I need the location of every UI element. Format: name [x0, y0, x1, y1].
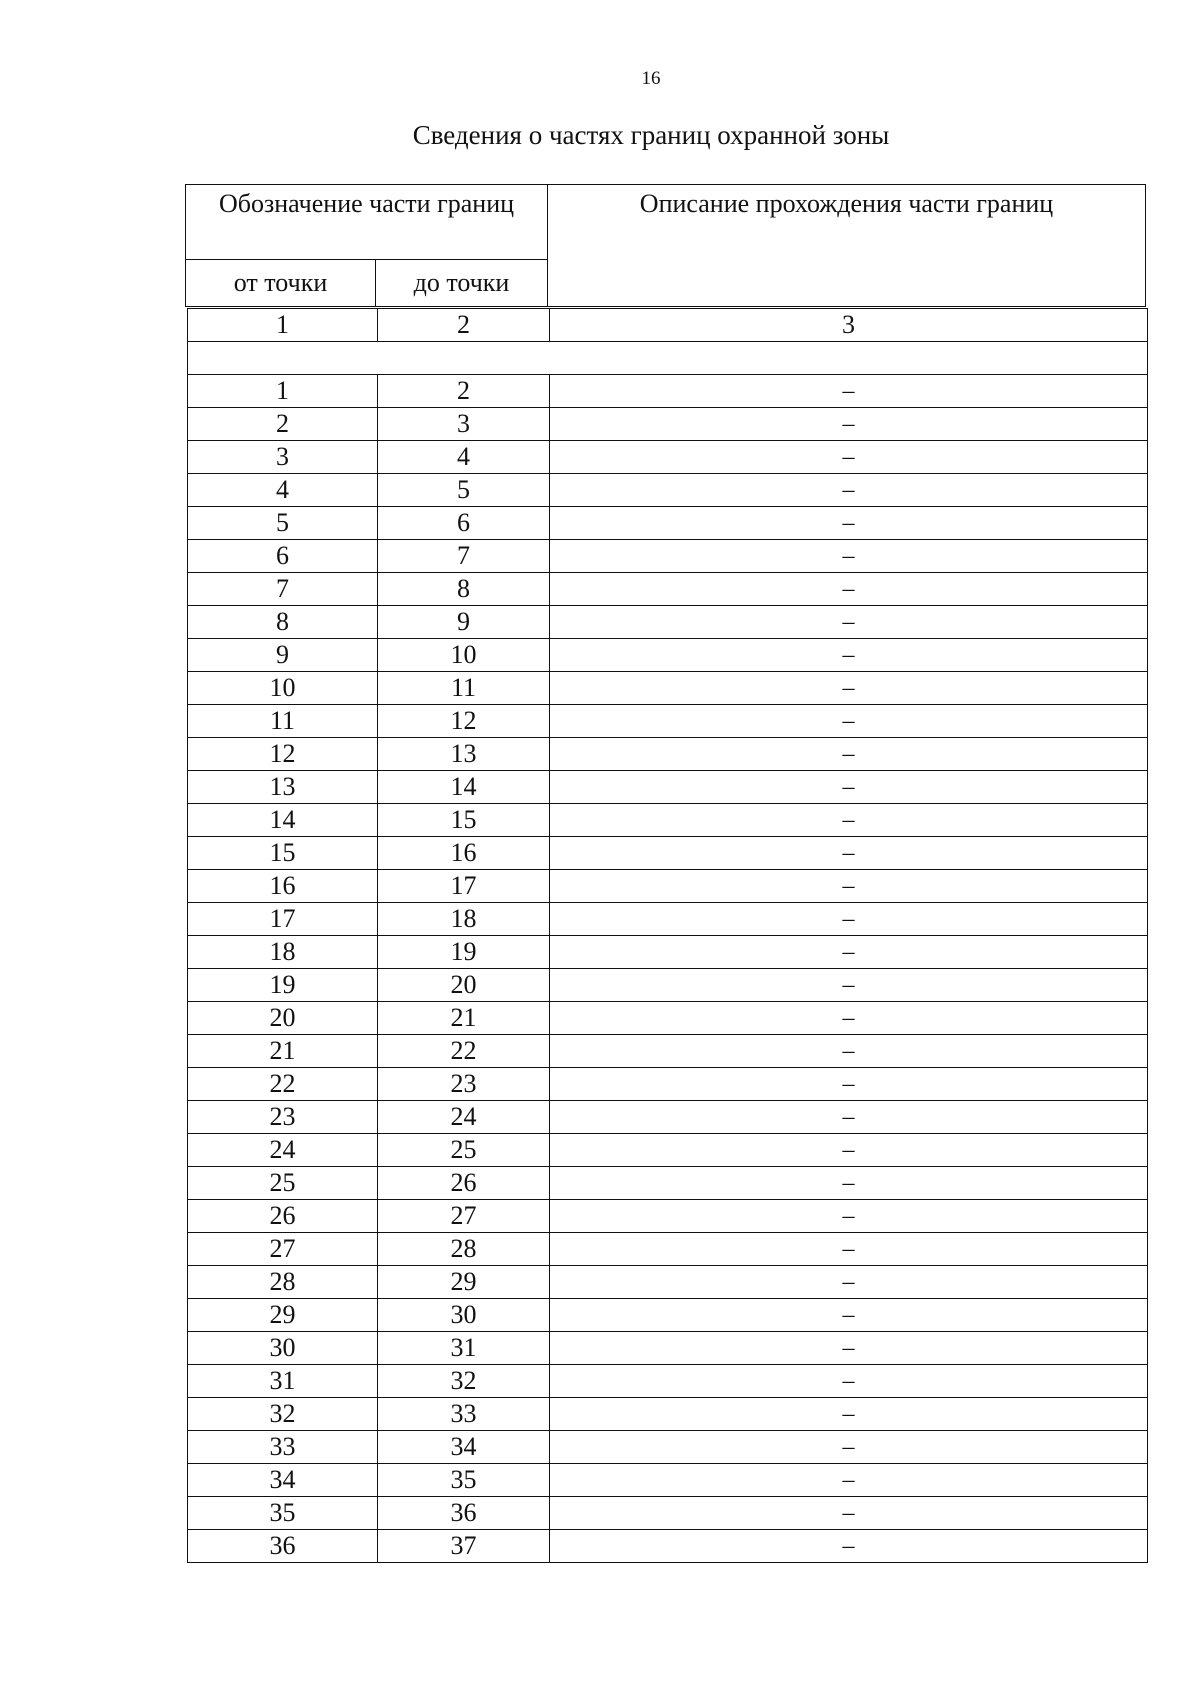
- description-cell: –: [550, 1035, 1148, 1068]
- section-row: [188, 342, 1148, 375]
- description-cell: –: [550, 1266, 1148, 1299]
- to-point-cell: 32: [378, 1365, 550, 1398]
- from-point-cell: 13: [188, 771, 378, 804]
- to-point-cell: 21: [378, 1002, 550, 1035]
- from-point-cell: 5: [188, 507, 378, 540]
- boundary-table-body: [187, 308, 1148, 1563]
- description-cell: –: [550, 738, 1148, 771]
- table-row: [188, 870, 1148, 903]
- from-point-cell: 15: [188, 837, 378, 870]
- description-cell: –: [550, 573, 1148, 606]
- description-cell: –: [550, 1299, 1148, 1332]
- from-point-cell: 32: [188, 1398, 378, 1431]
- to-point-cell: 4: [378, 441, 550, 474]
- to-point-cell: 3: [378, 408, 550, 441]
- to-point-cell: 34: [378, 1431, 550, 1464]
- description-cell: –: [550, 474, 1148, 507]
- to-point-cell: 13: [378, 738, 550, 771]
- table-row: [188, 1530, 1148, 1563]
- description-cell: –: [550, 441, 1148, 474]
- from-point-cell: 8: [188, 606, 378, 639]
- to-point-header: до точки: [376, 260, 548, 307]
- from-point-cell: 17: [188, 903, 378, 936]
- from-point-cell: 20: [188, 1002, 378, 1035]
- table-row: [188, 969, 1148, 1002]
- from-point-cell: 7: [188, 573, 378, 606]
- to-point-cell: 2: [378, 375, 550, 408]
- section-label: [188, 342, 1148, 375]
- table-row: [188, 1002, 1148, 1035]
- table-row: [188, 540, 1148, 573]
- table-row: [188, 1266, 1148, 1299]
- description-cell: –: [550, 1002, 1148, 1035]
- from-point-cell: 27: [188, 1233, 378, 1266]
- table-row: [188, 1233, 1148, 1266]
- table-row: [188, 1101, 1148, 1134]
- table-row: [188, 1167, 1148, 1200]
- description-cell: –: [550, 1068, 1148, 1101]
- table-row: [188, 441, 1148, 474]
- to-point-cell: 33: [378, 1398, 550, 1431]
- table-row: [188, 474, 1148, 507]
- from-point-cell: 12: [188, 738, 378, 771]
- description-cell: –: [550, 804, 1148, 837]
- from-point-cell: 28: [188, 1266, 378, 1299]
- from-point-cell: 16: [188, 870, 378, 903]
- to-point-cell: 6: [378, 507, 550, 540]
- from-point-cell: 2: [188, 408, 378, 441]
- table-row: [188, 1134, 1148, 1167]
- column-number: 1: [188, 309, 378, 342]
- from-point-cell: 23: [188, 1101, 378, 1134]
- to-point-cell: 12: [378, 705, 550, 738]
- table-row: [188, 375, 1148, 408]
- to-point-cell: 25: [378, 1134, 550, 1167]
- document-title: Сведения о частях границ охранной зоны: [412, 120, 890, 150]
- to-point-cell: 26: [378, 1167, 550, 1200]
- table-row: [188, 771, 1148, 804]
- description-cell: –: [550, 1431, 1148, 1464]
- table-row: [188, 1332, 1148, 1365]
- from-point-cell: 4: [188, 474, 378, 507]
- to-point-cell: 24: [378, 1101, 550, 1134]
- description-cell: –: [550, 1497, 1148, 1530]
- table-row: [188, 573, 1148, 606]
- from-point-cell: 19: [188, 969, 378, 1002]
- from-point-cell: 36: [188, 1530, 378, 1563]
- description-cell: –: [550, 1398, 1148, 1431]
- table-row: [188, 738, 1148, 771]
- description-cell: –: [550, 903, 1148, 936]
- column-number-row: [188, 309, 1148, 342]
- to-point-cell: 7: [378, 540, 550, 573]
- from-point-cell: 29: [188, 1299, 378, 1332]
- designation-header: Обозначение части границ: [186, 185, 548, 260]
- description-cell: –: [550, 771, 1148, 804]
- from-point-cell: 1: [188, 375, 378, 408]
- from-point-cell: 10: [188, 672, 378, 705]
- from-point-cell: 18: [188, 936, 378, 969]
- to-point-cell: 11: [378, 672, 550, 705]
- description-cell: –: [550, 705, 1148, 738]
- boundary-table-header: [185, 184, 1146, 307]
- table-row: [188, 1068, 1148, 1101]
- from-point-cell: 31: [188, 1365, 378, 1398]
- from-point-cell: 11: [188, 705, 378, 738]
- to-point-cell: 28: [378, 1233, 550, 1266]
- to-point-cell: 35: [378, 1464, 550, 1497]
- table-row: [188, 408, 1148, 441]
- table-row: [188, 639, 1148, 672]
- table-row: [188, 672, 1148, 705]
- to-point-cell: 37: [378, 1530, 550, 1563]
- description-cell: –: [550, 1167, 1148, 1200]
- to-point-cell: 16: [378, 837, 550, 870]
- table-row: [188, 936, 1148, 969]
- description-cell: –: [550, 969, 1148, 1002]
- from-point-cell: 25: [188, 1167, 378, 1200]
- description-cell: –: [550, 1365, 1148, 1398]
- to-point-cell: 5: [378, 474, 550, 507]
- to-point-cell: 18: [378, 903, 550, 936]
- description-cell: –: [550, 408, 1148, 441]
- description-cell: –: [550, 870, 1148, 903]
- from-point-cell: 9: [188, 639, 378, 672]
- to-point-cell: 27: [378, 1200, 550, 1233]
- column-number: 2: [378, 309, 550, 342]
- to-point-cell: 15: [378, 804, 550, 837]
- to-point-cell: 8: [378, 573, 550, 606]
- to-point-cell: 20: [378, 969, 550, 1002]
- description-cell: –: [550, 1134, 1148, 1167]
- description-header: Описание прохождения части границ: [548, 185, 1146, 307]
- table-row: [188, 1398, 1148, 1431]
- description-cell: –: [550, 1464, 1148, 1497]
- from-point-cell: 3: [188, 441, 378, 474]
- table-row: [188, 705, 1148, 738]
- description-cell: –: [550, 936, 1148, 969]
- from-point-cell: 30: [188, 1332, 378, 1365]
- table-row: [188, 804, 1148, 837]
- table-row: [188, 903, 1148, 936]
- to-point-cell: 17: [378, 870, 550, 903]
- table-row: [188, 606, 1148, 639]
- from-point-cell: 14: [188, 804, 378, 837]
- from-point-cell: 35: [188, 1497, 378, 1530]
- table-row: [188, 1431, 1148, 1464]
- description-cell: –: [550, 672, 1148, 705]
- table-row: [188, 1365, 1148, 1398]
- description-cell: –: [550, 1332, 1148, 1365]
- to-point-cell: 14: [378, 771, 550, 804]
- to-point-cell: 29: [378, 1266, 550, 1299]
- description-cell: –: [550, 1101, 1148, 1134]
- table-row: [188, 507, 1148, 540]
- column-number: 3: [550, 309, 1148, 342]
- from-point-cell: 26: [188, 1200, 378, 1233]
- from-point-cell: 22: [188, 1068, 378, 1101]
- to-point-cell: 10: [378, 639, 550, 672]
- description-cell: –: [550, 639, 1148, 672]
- page-number: 16: [641, 68, 661, 89]
- description-cell: –: [550, 540, 1148, 573]
- description-cell: –: [550, 1200, 1148, 1233]
- description-cell: –: [550, 375, 1148, 408]
- table-row: [188, 1497, 1148, 1530]
- from-point-cell: 6: [188, 540, 378, 573]
- from-point-cell: 24: [188, 1134, 378, 1167]
- description-cell: –: [550, 606, 1148, 639]
- description-cell: –: [550, 1530, 1148, 1563]
- description-cell: –: [550, 507, 1148, 540]
- description-cell: –: [550, 1233, 1148, 1266]
- to-point-cell: 30: [378, 1299, 550, 1332]
- table-row: [188, 837, 1148, 870]
- to-point-cell: 31: [378, 1332, 550, 1365]
- from-point-cell: 21: [188, 1035, 378, 1068]
- table-row: [188, 1464, 1148, 1497]
- to-point-cell: 23: [378, 1068, 550, 1101]
- to-point-cell: 9: [378, 606, 550, 639]
- to-point-cell: 36: [378, 1497, 550, 1530]
- from-point-cell: 33: [188, 1431, 378, 1464]
- from-point-cell: 34: [188, 1464, 378, 1497]
- table-row: [188, 1299, 1148, 1332]
- table-row: [188, 1035, 1148, 1068]
- from-point-header: от точки: [186, 260, 376, 307]
- description-cell: –: [550, 837, 1148, 870]
- to-point-cell: 22: [378, 1035, 550, 1068]
- to-point-cell: 19: [378, 936, 550, 969]
- table-row: [188, 1200, 1148, 1233]
